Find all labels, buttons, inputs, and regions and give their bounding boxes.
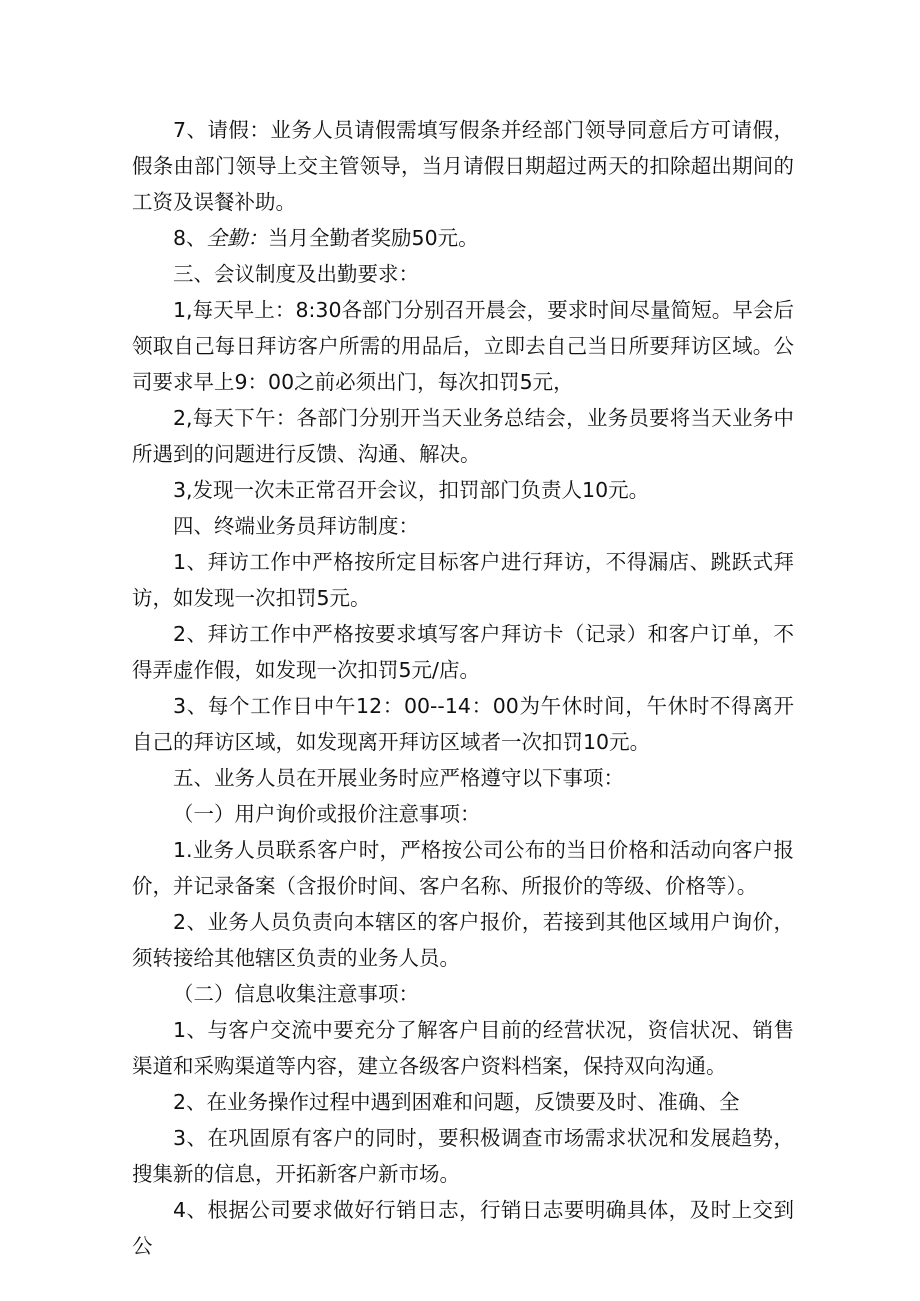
- paragraph-text: 当月全勤者奖励50元。: [268, 226, 479, 250]
- paragraph-info-rule-3: 3、在巩固原有客户的同时，要积极调查市场需求状况和发展趋势，搜集新的信息，开拓新客户新市场。: [132, 1126, 794, 1186]
- paragraph-info-rule-1: 1、与客户交流中要充分了解客户目前的经营状况，资信状况、销售渠道和采购渠道等内容，建立各级客户资料档案，保持双向沟通。: [132, 1018, 794, 1078]
- paragraph-meeting-penalty: 3,发现一次未正常召开会议，扣罚部门负责人10元。: [173, 478, 650, 502]
- paragraph-leave-policy: 7、请假：业务人员请假需填写假条并经部门领导同意后方可请假，假条由部门领导上交主管领导，当月请假日期超过两天的扣除超出期间的工资及误餐补助。: [132, 118, 794, 214]
- section-heading-visits: 四、终端业务员拜访制度：: [173, 514, 419, 538]
- paragraph-visit-rule-3: 3、每个工作日中午12：00--14：00为午休时间，午休时不得离开自己的拜访区域，如发现离开拜访区域者一次扣罚10元。: [132, 694, 794, 754]
- paragraph-prefix: 8、: [173, 226, 207, 250]
- paragraph-visit-rule-2: 2、拜访工作中严格按要求填写客户拜访卡（记录）和客户订单，不得弄虚作假，如发现一次扣罚5元/店。: [132, 622, 794, 682]
- paragraph-visit-rule-1: 1、拜访工作中严格按所定目标客户进行拜访，不得漏店、跳跃式拜访，如发现一次扣罚5元。: [132, 550, 794, 610]
- paragraph-info-rule-4: 4、根据公司要求做好行销日志，行销日志要明确具体，及时上交到公: [132, 1198, 794, 1258]
- document-body: [132, 112, 794, 1264]
- subsection-heading-info: （二）信息收集注意事项：: [173, 982, 419, 1006]
- paragraph-quote-rule-1: 1.业务人员联系客户时，严格按公司公布的当日价格和活动向客户报价，并记录备案（含报价时间、客户名称、所报价的等级、价格等）。: [132, 838, 794, 898]
- section-heading-conduct: 五、业务人员在开展业务时应严格遵守以下事项：: [173, 766, 624, 790]
- paragraph-full-attendance: [132, 220, 794, 256]
- paragraph-info-rule-2: 2、在业务操作过程中遇到困难和问题，反馈要及时、准确、全: [173, 1090, 740, 1114]
- paragraph-morning-meeting: 1,每天早上：8:30各部门分别召开晨会，要求时间尽量简短。早会后领取自己每日拜访客户所需的用品后，立即去自己当日所要拜访区域。公司要求早上9：00之前必须出门，每次扣罚5元，: [132, 298, 794, 394]
- emphasized-term: 全勤：: [206, 226, 269, 250]
- paragraph-afternoon-meeting: 2,每天下午：各部门分别开当天业务总结会，业务员要将当天业务中所遇到的问题进行反馈、沟通、解决。: [132, 406, 794, 466]
- subsection-heading-quotes: （一）用户询价或报价注意事项：: [173, 802, 481, 826]
- paragraph-quote-rule-2: 2、业务人员负责向本辖区的客户报价，若接到其他区域用户询价，须转接给其他辖区负责的业务人员。: [132, 910, 794, 970]
- section-heading-meetings: 三、会议制度及出勤要求：: [173, 262, 419, 286]
